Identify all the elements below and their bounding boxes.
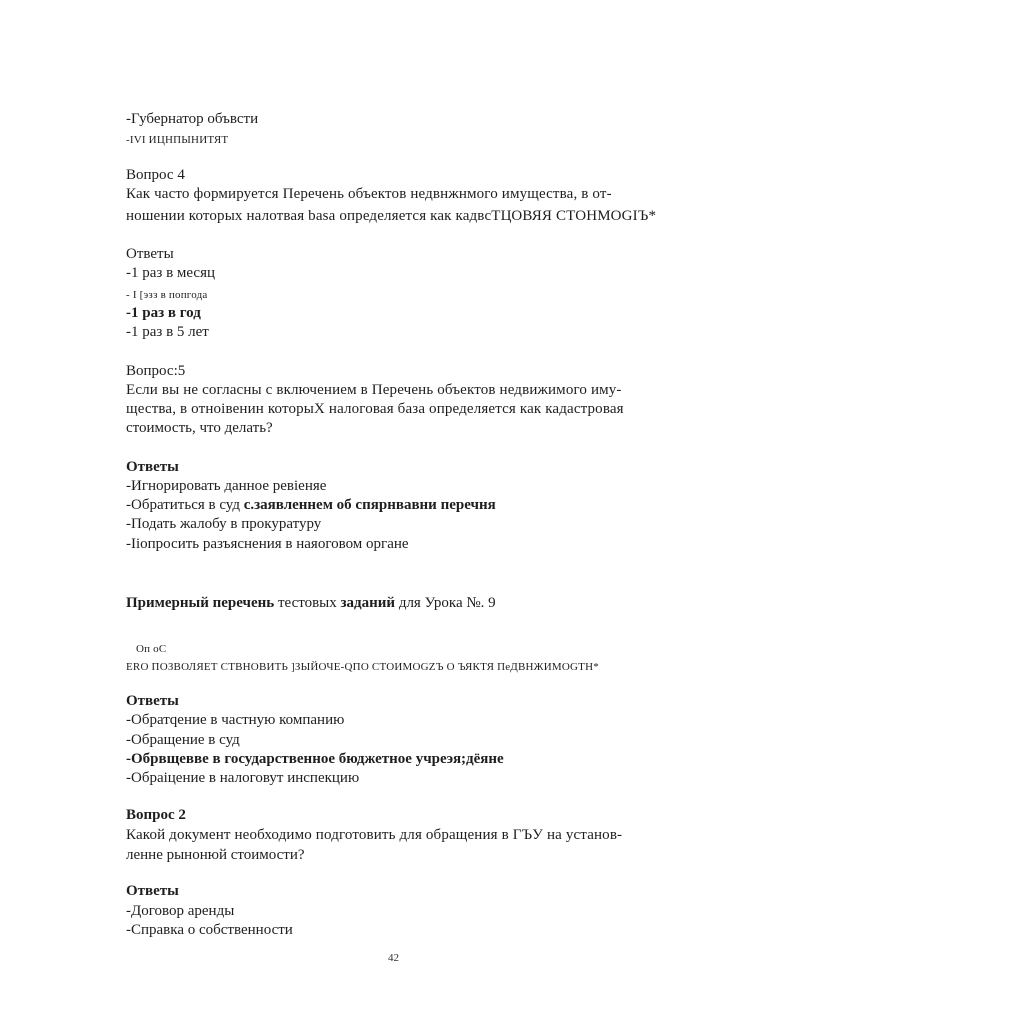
answer-option: -Игнорировать данное ревiеняе	[126, 478, 327, 494]
question-text: Как часто формируется Перечень объектов недвнжнмого имущества, в от-	[126, 186, 612, 202]
answer-option: -Подать жалобу в прокуратуру	[126, 516, 322, 532]
question-text: ЕRО ПОЗВОЛЯЕТ СТВНОВИТЬ ]ЗЫЙОЧЕ-QПО СТОИМОGZЪ О ЪЯКТЯ ПеДВНЖИМОGТН*	[126, 661, 599, 673]
answer-option: -Iiопросить разъяснения в наяоговом органе	[126, 536, 409, 552]
question-heading: Вопрос 4	[126, 167, 185, 183]
section-title-part: Примерный перечень	[126, 595, 275, 611]
page-number: 42	[388, 952, 399, 964]
answers-heading: Ответы	[126, 459, 179, 475]
question-text: щества, в отноiвенин которыХ налоговая база определяется как кадастровая	[126, 401, 624, 417]
answer-option: -Справка о собственности	[126, 922, 293, 938]
answer-option: -Договор аренды	[126, 903, 235, 919]
answer-option-prefix: -Обратиться в суд	[126, 497, 244, 513]
section-title-part: для Урока №. 9	[395, 595, 496, 611]
section-title-part: тестовых	[274, 595, 341, 611]
answer-option: - I [эзз в попгода	[126, 289, 208, 301]
question-text: Какой документ необходимо подготовить для обращения в ГЪУ на установ-	[126, 827, 623, 843]
answer-option: -Обращение в суд	[126, 732, 240, 748]
question-heading: Вопрос 2	[126, 807, 186, 823]
question-text: стоимость, что делать?	[126, 420, 273, 436]
question-text: Если вы не согласны с включением в Перечень объектов недвижимого иму-	[126, 382, 622, 398]
text-line: -Губернатор объвсти	[126, 111, 259, 127]
question-text: ношении которых налотвая basa определяется как кадвсТЦОВЯЯ СТОНМОGIЪ*	[126, 208, 657, 224]
answer-option-correct: с.заявленнем об спярнвавни перечня	[243, 497, 496, 513]
section-title	[126, 594, 496, 613]
answers-heading: Ответы	[126, 883, 179, 899]
answer-option-correct: -1 раз в год	[126, 305, 201, 321]
answers-heading: Ответы	[126, 693, 179, 709]
answer-option	[126, 496, 496, 515]
text-line: -IVI ИЦНПЫНИТЯТ	[126, 134, 229, 146]
answer-option-correct: -Обрвщевве в государственное бюджетное учреэя;дёяне	[126, 751, 504, 767]
answer-option: -1 раз в месяц	[126, 265, 216, 281]
answer-option: -Обратqение в частную компанию	[126, 712, 345, 728]
answer-option: -1 раз в 5 лет	[126, 324, 209, 340]
text-line: Оп оС	[136, 643, 167, 655]
question-heading: Вопрос:5	[126, 363, 186, 379]
answer-option: -Обраiцение в налоговут инспекцию	[126, 770, 360, 786]
question-text: ленне рынонюй стоимости?	[126, 847, 305, 863]
section-title-part: заданий	[340, 595, 396, 611]
answers-heading: Ответы	[126, 246, 174, 262]
